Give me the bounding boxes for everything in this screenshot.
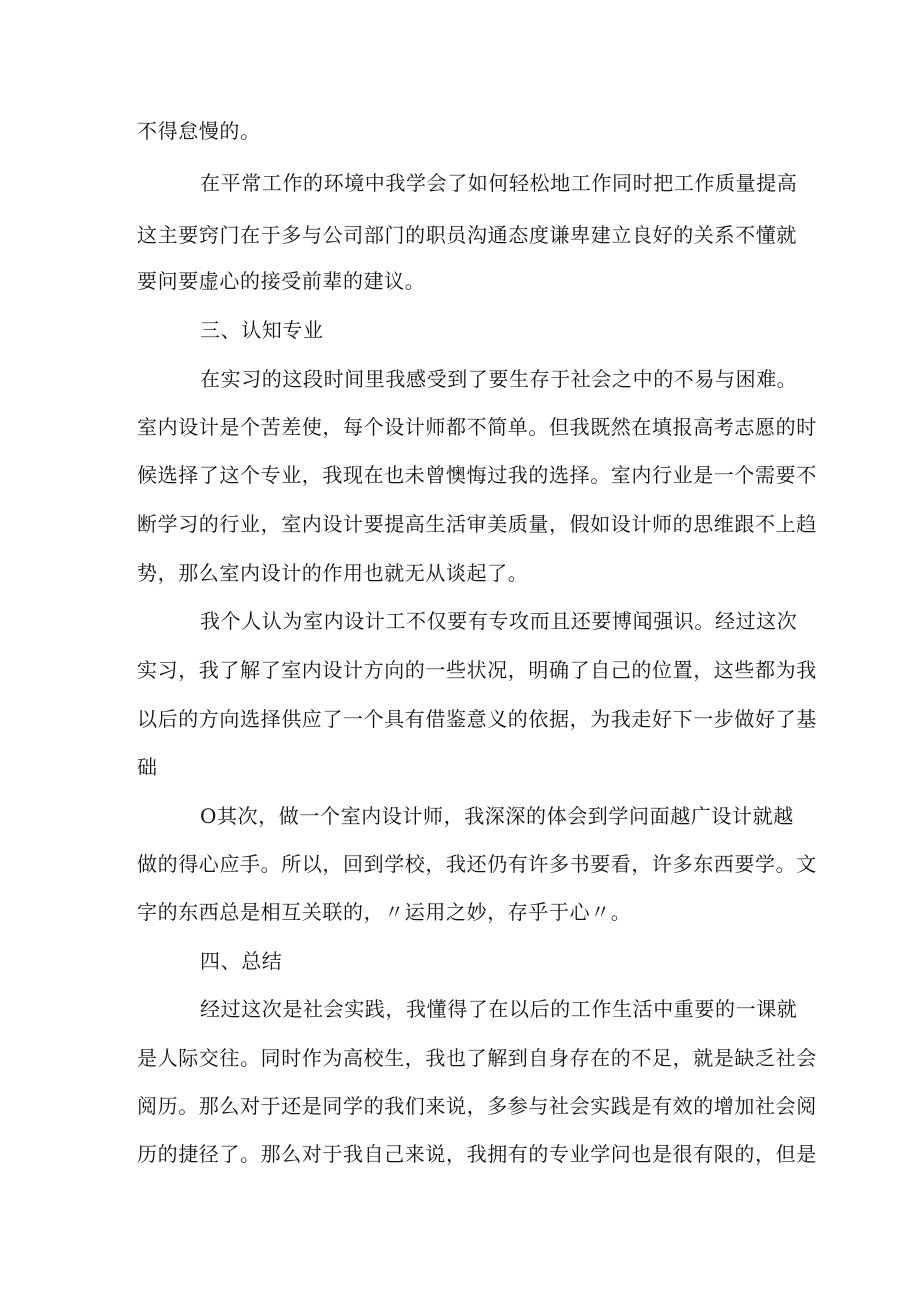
section-heading: 四、总结 [200, 949, 283, 973]
text-line: 是人际交往。同时作为高校生，我也了解到自身存在的不足，就是缺乏社会 [137, 1046, 817, 1070]
section-heading: 三、认知专业 [200, 318, 324, 342]
text-line: 历的捷径了。那么对于我自己来说，我拥有的专业学问也是很有限的，但是 [137, 1142, 817, 1166]
text-line: 字的东西总是相互关联的，〃运用之妙，存乎于心〃。 [137, 900, 632, 924]
text-line: O其次，做一个室内设计师，我深深的体会到学问面越广设计就越 [200, 804, 794, 828]
text-line: 候选择了这个专业，我现在也未曾懊悔过我的选择。室内行业是一个需要不 [137, 463, 817, 487]
text-line: 我个人认为室内设计工不仅要有专攻而且还要博闻强识。经过这次 [200, 609, 798, 633]
text-line: 在平常工作的环境中我学会了如何轻松地工作同时把工作质量提高 [200, 171, 798, 195]
text-line: 室内设计是个苦差使，每个设计师都不简单。但我既然在填报高考志愿的时 [137, 415, 817, 439]
text-line: 以后的方向选择供应了一个具有借鉴意义的依据，为我走好下一步做好了基 [137, 707, 817, 731]
text-line: 经过这次是社会实践，我懂得了在以后的工作生活中重要的一课就 [200, 997, 798, 1021]
text-line: 阅历。那么对于还是同学的我们来说，多参与社会实践是有效的增加社会阅 [137, 1094, 817, 1118]
text-line: 做的得心应手。所以，回到学校，我还仍有许多书要看，许多东西要学。文 [137, 852, 817, 876]
text-line: 势，那么室内设计的作用也就无从谈起了。 [137, 561, 529, 585]
text-line: 这主要窍门在于多与公司部门的职员沟通态度谦卑建立良好的关系不懂就 [137, 223, 797, 247]
text-line: 实习，我了解了室内设计方向的一些状况，明确了自己的位置，这些都为我 [137, 658, 817, 682]
text-line: 断学习的行业，室内设计要提高生活审美质量，假如设计师的思维跟不上趋 [137, 512, 817, 536]
text-line: 不得怠慢的。 [137, 119, 261, 143]
text-line: 在实习的这段时间里我感受到了要生存于社会之中的不易与困难。 [200, 367, 798, 391]
text-line: 础 [137, 755, 158, 779]
text-line: 要问要虚心的接受前辈的建议。 [137, 269, 426, 293]
